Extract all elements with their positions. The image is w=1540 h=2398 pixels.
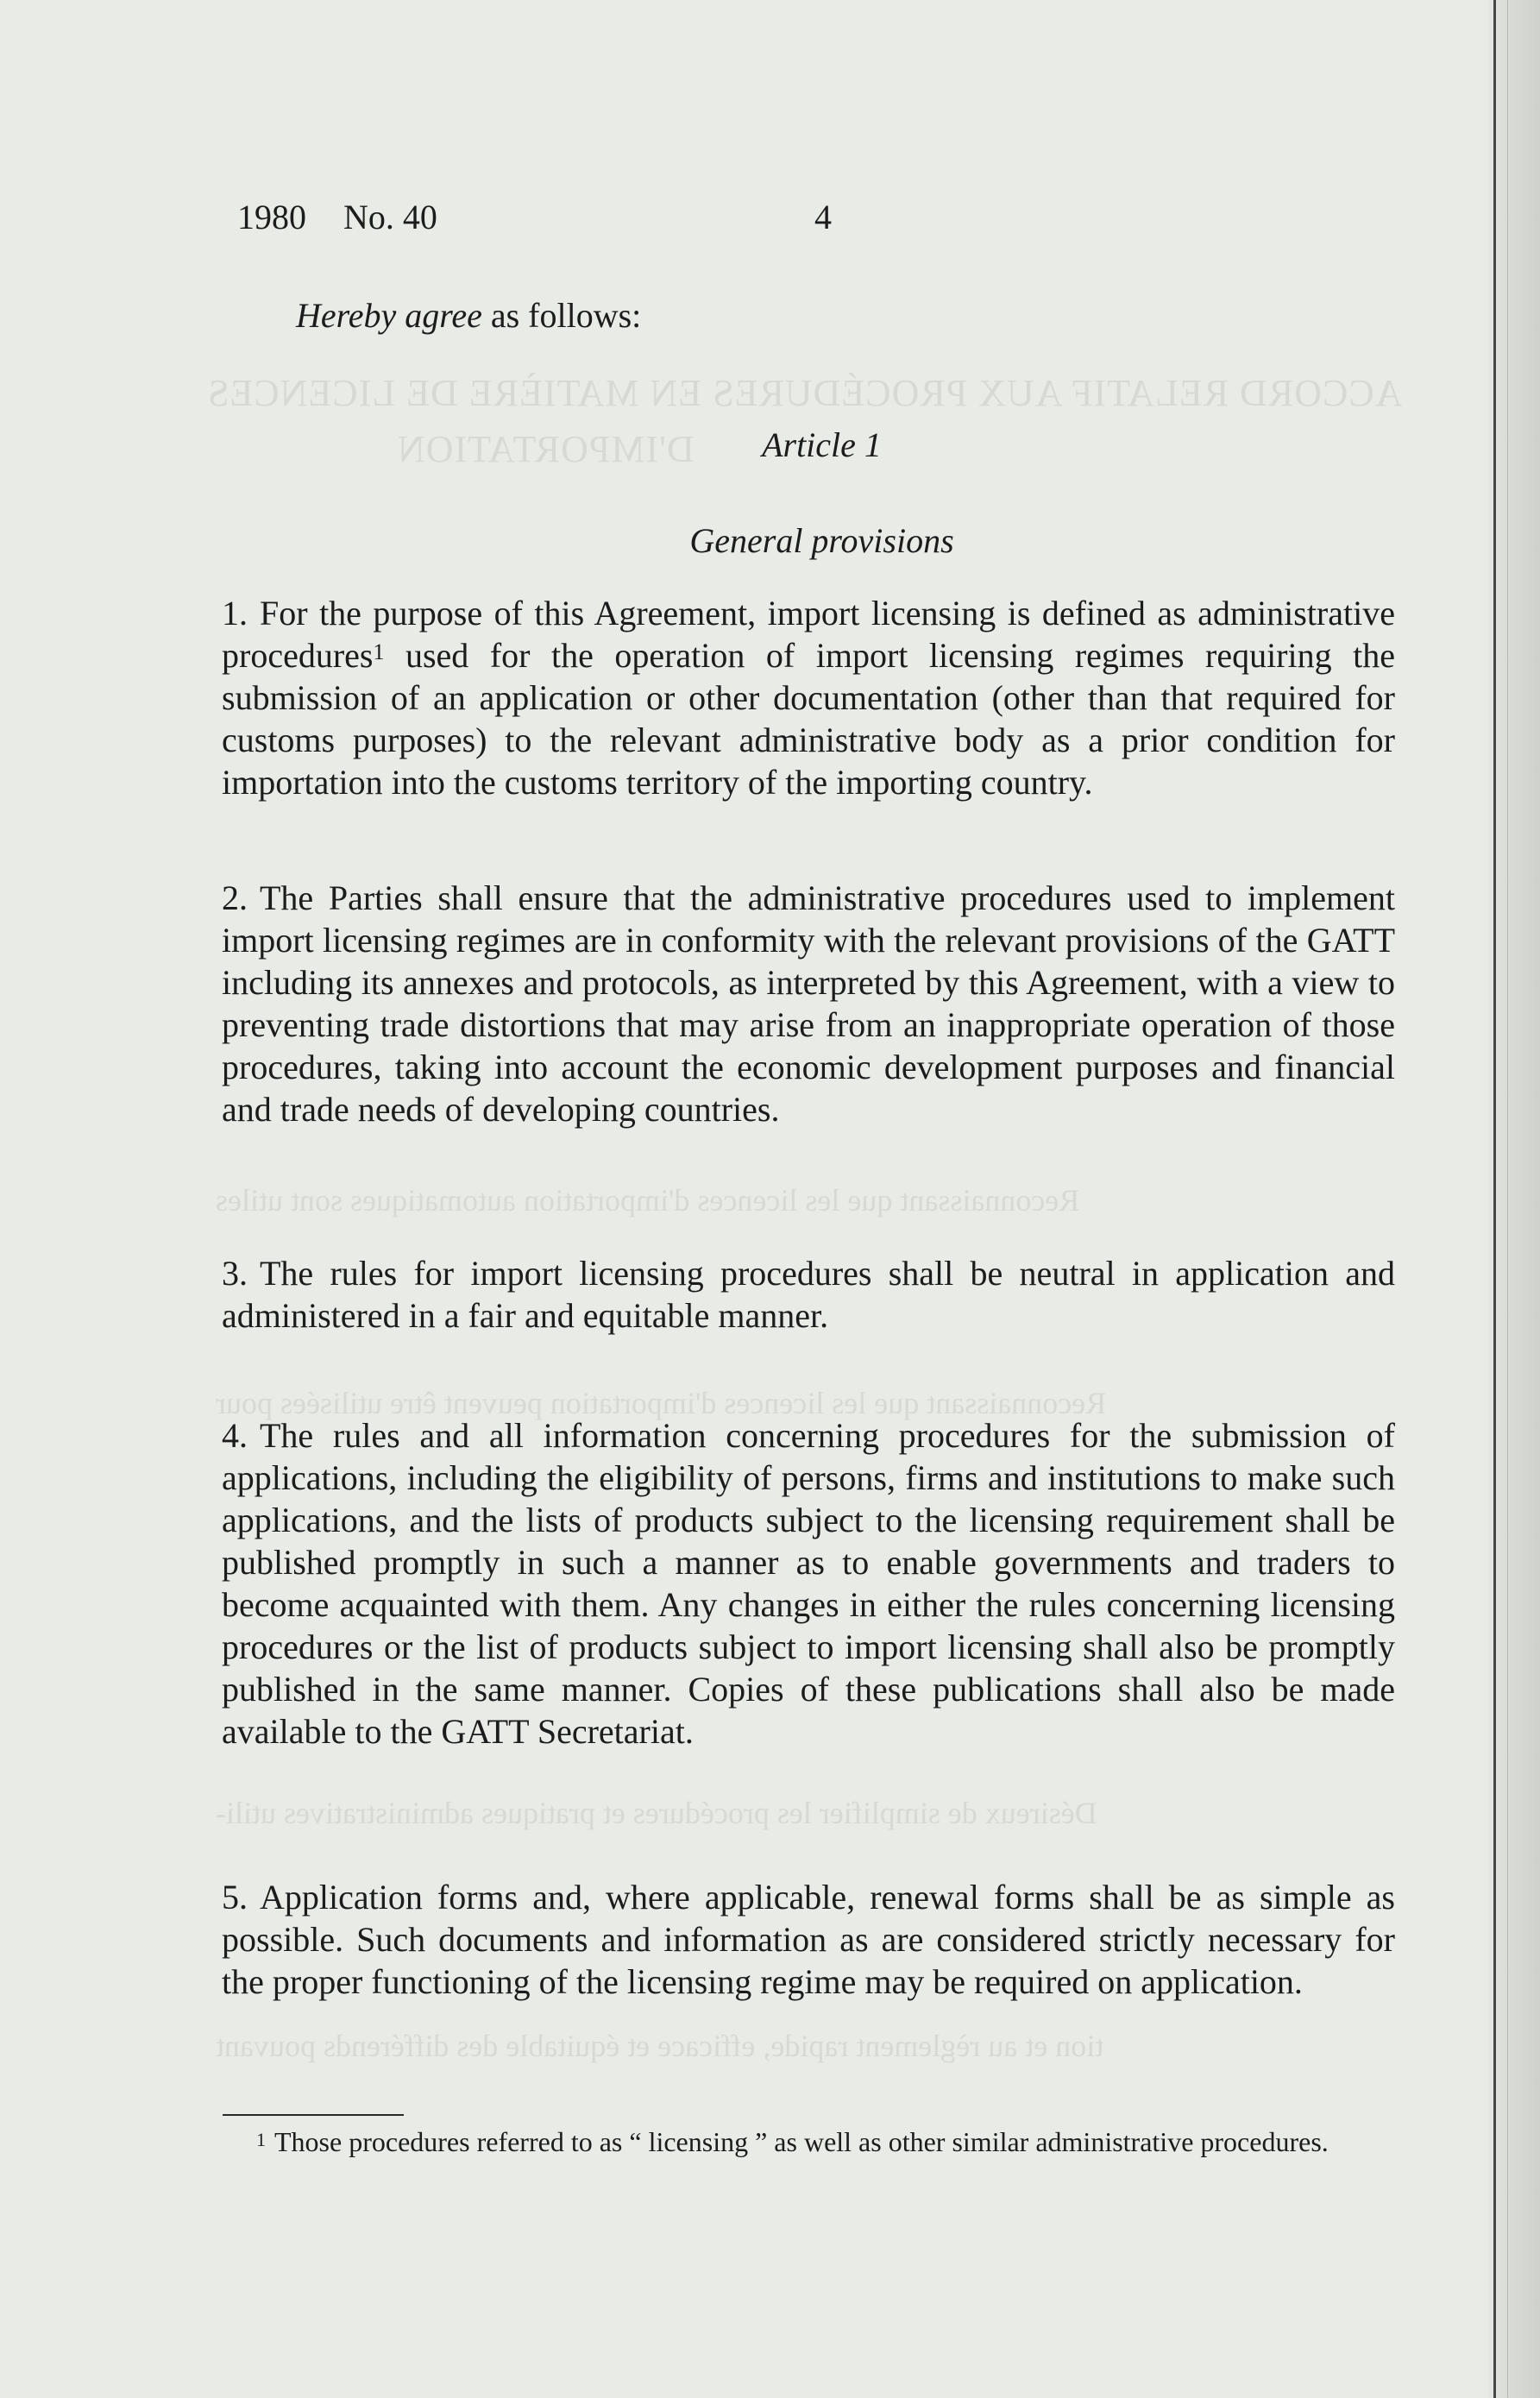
paragraph-3 [222, 1252, 1395, 1337]
show-through-text: D'IMPORTATION [397, 428, 695, 470]
show-through-text: ACCORD RELATIF AUX PROCÉDURES EN MATIÈRE DE LICENCES [207, 372, 1403, 414]
paragraph-4 [222, 1414, 1395, 1753]
paragraph-2 [222, 877, 1395, 1130]
show-through-text: Reconnaissant que les licences d'importation automatiques sont utiles [216, 1183, 1080, 1218]
paragraph-text: used for the operation of import licensing regimes requiring the submission of an application or other documentation (other than that required for customs purposes) to the relevant administrative body as a prior condition for importation into the customs territory of the importing country. [222, 636, 1395, 802]
footnote [222, 2125, 1395, 2158]
paragraph-text: For the purpose of this Agreement, import licensing is defined as administrative procedures [222, 594, 1395, 675]
paragraph-number: 4. [222, 1416, 248, 1455]
intro-rest: as follows: [481, 296, 642, 335]
paragraph-1 [222, 592, 1395, 803]
paragraph-number: 2. [222, 878, 248, 917]
page-header [0, 197, 1540, 249]
intro-italic: Hereby agree [296, 296, 482, 335]
paragraph-number: 5. [222, 1878, 248, 1917]
paragraph-text: The Parties shall ensure that the administrative procedures used to implement import licensing regimes are in conformity with the relevant provisions of the GATT including its annexes and protocols, as interpreted by this Agreement, with a view to preventing trade distortions that may arise from an inappropriate operation of those procedures, taking into account the economic development purposes and financial and trade needs of developing countries. [222, 878, 1395, 1129]
header-number: No. 40 [343, 198, 437, 236]
footnote-text: Those procedures referred to as “ licensing ” as well as other similar administrative procedures. [274, 2126, 1329, 2157]
show-through-text: Désireux de simplifier les procédures et pratiques administratives utili- [216, 1796, 1097, 1830]
intro-line [296, 295, 641, 336]
article-title: Article 1 [762, 425, 882, 464]
header-year: 1980 [237, 198, 306, 236]
paragraph-text: Application forms and, where applicable, renewal forms shall be as simple as possible. Such documents and information as are considered strictly necessary for the proper functioning of the licensing regime may be required on application. [222, 1878, 1395, 2001]
section-title: General provisions [689, 521, 954, 560]
page-number: 4 [814, 198, 832, 236]
footnote-mark: 1 [256, 2129, 266, 2150]
paragraph-text: The rules for import licensing procedures shall be neutral in application and administered in a fair and equitable manner. [222, 1254, 1395, 1335]
paragraph-5 [222, 1876, 1395, 2003]
paragraph-number: 3. [222, 1254, 248, 1293]
show-through-text: Reconnaissant que les licences d'importation peuvent être utilisées pour [216, 1386, 1107, 1420]
footnote-reference: 1 [373, 639, 385, 664]
show-through-text: tion et au règlement rapide, efficace et équitable des différends pouvant [216, 2029, 1104, 2063]
page-edge [1488, 0, 1540, 2398]
paragraph-text: The rules and all information concerning procedures for the submission of applications, including the eligibility of persons, firms and institutions to make such applications, and the lists of products subject to the licensing requirement shall be published promptly in such a manner as to enable governments and traders to become acquainted with them. Any changes in either the rules concerning licensing procedures or the list of products subject to import licensing shall also be promptly published in the same manner. Copies of these publications shall also be made available to the GATT Secretariat. [222, 1416, 1395, 1751]
footnote-divider [223, 2114, 404, 2116]
paragraph-number: 1. [222, 594, 248, 633]
